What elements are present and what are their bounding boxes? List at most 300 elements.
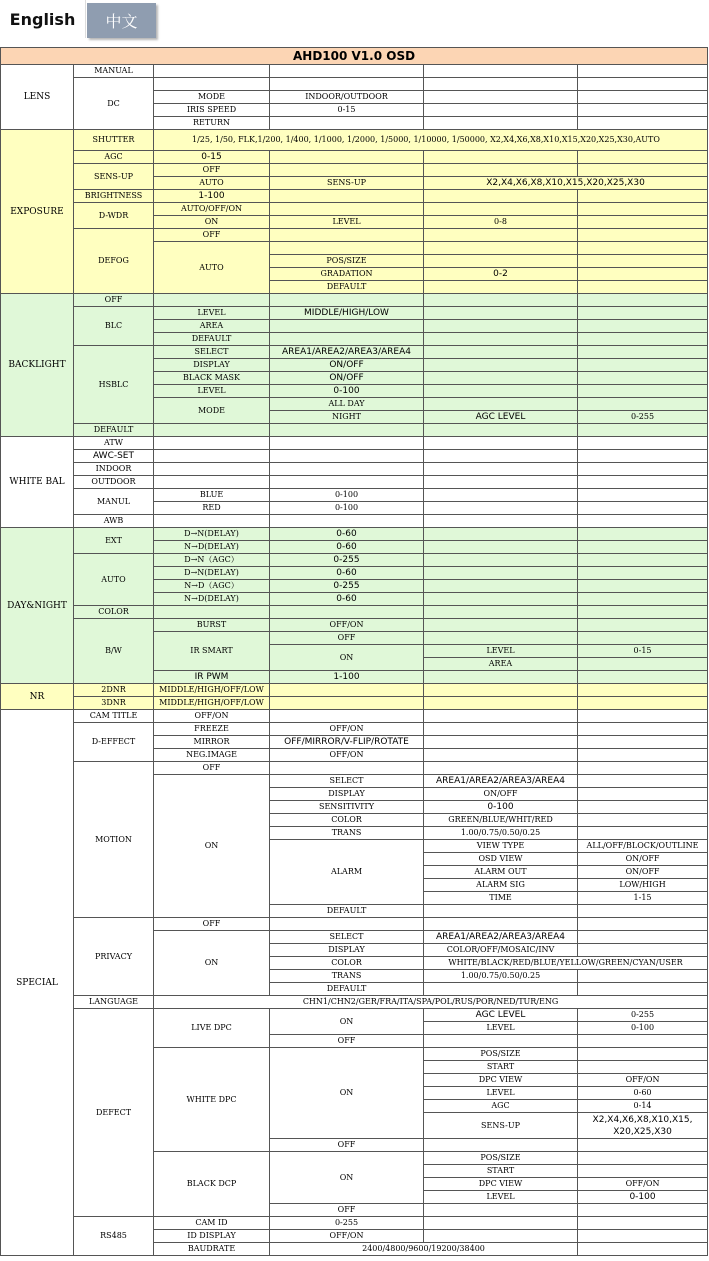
empty-cell: [154, 450, 270, 463]
menu-item: DEFECT: [74, 1009, 154, 1217]
empty-cell: [578, 1165, 708, 1178]
empty-cell: [270, 151, 424, 164]
empty-cell: [578, 203, 708, 216]
empty-cell: [270, 203, 424, 216]
value: LEVEL: [270, 216, 424, 229]
value: TIME: [424, 892, 578, 905]
empty-cell: [578, 372, 708, 385]
empty-cell: [578, 229, 708, 242]
empty-cell: [578, 91, 708, 104]
value: 0-14: [578, 1100, 708, 1113]
value: AUTO/OFF/ON: [154, 203, 270, 216]
menu-item: CAM TITLE: [74, 710, 154, 723]
empty-cell: [578, 65, 708, 78]
value: 0-2: [424, 268, 578, 281]
value: MIRROR: [154, 736, 270, 749]
empty-cell: [578, 437, 708, 450]
value: GRADATION: [270, 268, 424, 281]
value: LEVEL: [424, 1022, 578, 1035]
empty-cell: [270, 164, 424, 177]
value: SENS-UP: [270, 177, 424, 190]
value: 0-15: [270, 104, 424, 117]
empty-cell: [578, 294, 708, 307]
value: 0-255: [270, 1217, 424, 1230]
menu-item: OUTDOOR: [74, 476, 154, 489]
menu-item: 3DNR: [74, 697, 154, 710]
empty-cell: [578, 320, 708, 333]
value: AUTO: [154, 177, 270, 190]
empty-cell: [270, 606, 424, 619]
value: CHN1/CHN2/GER/FRA/ITA/SPA/POL/RUS/POR/NED/TUR/ENG: [154, 996, 708, 1009]
value: START: [424, 1061, 578, 1074]
category-exposure: EXPOSURE: [1, 130, 74, 294]
category-nr: NR: [1, 684, 74, 710]
value: OFF/ON: [270, 619, 424, 632]
menu-item: HSBLC: [74, 346, 154, 424]
menu-item: AUTO: [74, 554, 154, 606]
empty-cell: [424, 320, 578, 333]
value: ON: [154, 216, 270, 229]
value: OFF: [154, 762, 270, 775]
menu-item: D-WDR: [74, 203, 154, 229]
empty-cell: [578, 424, 708, 437]
empty-cell: [424, 104, 578, 117]
value: ON: [154, 931, 270, 996]
value: 0-60: [270, 593, 424, 606]
empty-cell: [424, 398, 578, 411]
empty-cell: [578, 78, 708, 91]
value: 0-60: [270, 541, 424, 554]
value: DISPLAY: [270, 788, 424, 801]
menu-item: MANUAL: [74, 65, 154, 78]
empty-cell: [424, 78, 578, 91]
value: NEG.IMAGE: [154, 749, 270, 762]
value: DEFAULT: [270, 281, 424, 294]
empty-cell: [424, 749, 578, 762]
value: 1-100: [270, 671, 424, 684]
value: ON/OFF: [424, 788, 578, 801]
value: BAUDRATE: [154, 1243, 270, 1256]
empty-cell: [578, 1048, 708, 1061]
empty-cell: [578, 1035, 708, 1048]
menu-item: BLC: [74, 307, 154, 346]
empty-cell: [270, 437, 424, 450]
value: ALARM: [270, 840, 424, 905]
empty-cell: [424, 528, 578, 541]
value: SELECT: [154, 346, 270, 359]
language-tabs: [0, 0, 709, 46]
value: WHITE DPC: [154, 1048, 270, 1152]
value: 0-100: [270, 502, 424, 515]
value: 1/25, 1/50, FLK,1/200, 1/400, 1/1000, 1/2000, 1/5000, 1/10000, 1/50000, X2,X4,X6,X8,X10,X15,X20,X25,X30,AUTO: [154, 130, 708, 151]
value: OFF/ON: [154, 710, 270, 723]
empty-cell: [424, 684, 578, 697]
value: CAM ID: [154, 1217, 270, 1230]
empty-cell: [578, 632, 708, 645]
value: 2400/4800/9600/19200/38400: [270, 1243, 578, 1256]
empty-cell: [270, 229, 424, 242]
value: AREA1/AREA2/AREA3/AREA4: [424, 931, 578, 944]
value: INDOOR/OUTDOOR: [270, 91, 424, 104]
value: D→N(DELAY): [154, 567, 270, 580]
empty-cell: [578, 1139, 708, 1152]
empty-cell: [424, 294, 578, 307]
empty-cell: [578, 944, 708, 957]
menu-item: DEFAULT: [74, 424, 154, 437]
value: AGC LEVEL: [424, 411, 578, 424]
category-white-bal: WHITE BAL: [1, 437, 74, 528]
empty-cell: [578, 268, 708, 281]
empty-cell: [578, 190, 708, 203]
value: NIGHT: [270, 411, 424, 424]
menu-item: OFF: [74, 294, 154, 307]
category-day-night: DAY&NIGHT: [1, 528, 74, 684]
empty-cell: [578, 723, 708, 736]
empty-cell: [424, 710, 578, 723]
category-special: SPECIAL: [1, 710, 74, 1256]
value: 0-255: [270, 580, 424, 593]
value: MIDDLE/HIGH/OFF/LOW: [154, 684, 270, 697]
value: OFF: [270, 1139, 424, 1152]
value: TRANS: [270, 970, 424, 983]
value: LEVEL: [424, 1087, 578, 1100]
empty-cell: [270, 710, 424, 723]
value: DPC VIEW: [424, 1074, 578, 1087]
value: DISPLAY: [154, 359, 270, 372]
empty-cell: [424, 983, 578, 996]
empty-cell: [578, 918, 708, 931]
value: OFF/MIRROR/V-FLIP/ROTATE: [270, 736, 424, 749]
empty-cell: [270, 918, 424, 931]
value: OSD VIEW: [424, 853, 578, 866]
empty-cell: [424, 905, 578, 918]
empty-cell: [578, 164, 708, 177]
empty-cell: [270, 424, 424, 437]
empty-cell: [578, 554, 708, 567]
empty-cell: [578, 619, 708, 632]
value: ON/OFF: [270, 359, 424, 372]
menu-item: B/W: [74, 619, 154, 684]
value: ON/OFF: [270, 372, 424, 385]
empty-cell: [424, 333, 578, 346]
menu-item: RETURN: [154, 117, 270, 130]
empty-cell: [270, 190, 424, 203]
value: OFF: [154, 229, 270, 242]
menu-item: AWB: [74, 515, 154, 528]
value: DPC VIEW: [424, 1178, 578, 1191]
value: 1-15: [578, 892, 708, 905]
value: ALARM SIG: [424, 879, 578, 892]
value: RED: [154, 502, 270, 515]
empty-cell: [424, 580, 578, 593]
value: 0-100: [578, 1022, 708, 1035]
value: GREEN/BLUE/WHIT/RED: [424, 814, 578, 827]
value: AREA1/AREA2/AREA3/AREA4: [270, 346, 424, 359]
empty-cell: [154, 476, 270, 489]
value: LEVEL: [154, 307, 270, 320]
value: POS/SIZE: [270, 255, 424, 268]
value: COLOR: [270, 957, 424, 970]
value: SELECT: [270, 775, 424, 788]
menu-item: COLOR: [74, 606, 154, 619]
empty-cell: [578, 281, 708, 294]
empty-cell: [270, 463, 424, 476]
empty-cell: [270, 450, 424, 463]
value: DISPLAY: [270, 944, 424, 957]
tab-chinese[interactable]: 中文: [87, 3, 156, 38]
empty-cell: [424, 762, 578, 775]
empty-cell: [578, 307, 708, 320]
value: WHITE/BLACK/RED/BLUE/YELLOW/GREEN/CYAN/USER: [424, 957, 708, 970]
empty-cell: [578, 385, 708, 398]
empty-cell: [424, 229, 578, 242]
empty-cell: [424, 450, 578, 463]
value: N→D（AGC）: [154, 580, 270, 593]
empty-cell: [270, 78, 424, 91]
value: LEVEL: [154, 385, 270, 398]
empty-cell: [424, 203, 578, 216]
empty-cell: [154, 606, 270, 619]
value: OFF: [270, 1204, 424, 1217]
value: ON: [270, 1009, 424, 1035]
empty-cell: [424, 1217, 578, 1230]
empty-cell: [424, 632, 578, 645]
empty-cell: [578, 983, 708, 996]
empty-cell: [578, 489, 708, 502]
empty-cell: [424, 65, 578, 78]
empty-cell: [270, 476, 424, 489]
category-lens: LENS: [1, 65, 74, 130]
value: TRANS: [270, 827, 424, 840]
empty-cell: [424, 255, 578, 268]
empty-cell: [154, 437, 270, 450]
empty-cell: [578, 515, 708, 528]
value: FREEZE: [154, 723, 270, 736]
empty-cell: [424, 554, 578, 567]
empty-cell: [424, 190, 578, 203]
menu-item: MODE: [154, 91, 270, 104]
value: COLOR: [270, 814, 424, 827]
value: DEFAULT: [154, 333, 270, 346]
empty-cell: [424, 307, 578, 320]
empty-cell: [270, 684, 424, 697]
empty-cell: [424, 242, 578, 255]
value: 0-100: [270, 489, 424, 502]
empty-cell: [578, 528, 708, 541]
value: START: [424, 1165, 578, 1178]
empty-cell: [578, 117, 708, 130]
empty-cell: [424, 437, 578, 450]
value: AGC LEVEL: [424, 1009, 578, 1022]
empty-cell: [424, 372, 578, 385]
empty-cell: [424, 918, 578, 931]
empty-cell: [578, 1243, 708, 1256]
empty-cell: [578, 476, 708, 489]
value: 1.00/0.75/0.50/0.25: [424, 827, 578, 840]
value: POS/SIZE: [424, 1048, 578, 1061]
empty-cell: [578, 684, 708, 697]
empty-cell: [154, 78, 270, 91]
menu-item: LANGUAGE: [74, 996, 154, 1009]
value: OFF/ON: [578, 1178, 708, 1191]
value: ON: [270, 1048, 424, 1139]
empty-cell: [578, 333, 708, 346]
value: D→N（AGC）: [154, 554, 270, 567]
empty-cell: [578, 151, 708, 164]
empty-cell: [578, 775, 708, 788]
value: ALL DAY: [270, 398, 424, 411]
empty-cell: [424, 1230, 578, 1243]
empty-cell: [578, 671, 708, 684]
value: 0-255: [578, 411, 708, 424]
empty-cell: [424, 281, 578, 294]
menu-item: EXT: [74, 528, 154, 554]
empty-cell: [578, 104, 708, 117]
empty-cell: [424, 359, 578, 372]
empty-cell: [424, 164, 578, 177]
menu-item: ATW: [74, 437, 154, 450]
value: 0-60: [578, 1087, 708, 1100]
empty-cell: [578, 216, 708, 229]
value: SENSITIVITY: [270, 801, 424, 814]
empty-cell: [154, 463, 270, 476]
value: 0-100: [424, 801, 578, 814]
menu-item: SHUTTER: [74, 130, 154, 151]
empty-cell: [424, 697, 578, 710]
value: SENS-UP: [424, 1113, 578, 1139]
empty-cell: [578, 398, 708, 411]
empty-cell: [424, 476, 578, 489]
empty-cell: [424, 541, 578, 554]
empty-cell: [578, 346, 708, 359]
value: DEFAULT: [270, 905, 424, 918]
empty-cell: [578, 255, 708, 268]
value: 0-60: [270, 528, 424, 541]
empty-cell: [578, 814, 708, 827]
empty-cell: [424, 515, 578, 528]
value: ALARM OUT: [424, 866, 578, 879]
value: SELECT: [270, 931, 424, 944]
value: X2,X4,X6,X8,X10,X15, X20,X25,X30: [578, 1113, 708, 1139]
empty-cell: [270, 762, 424, 775]
value: AREA: [154, 320, 270, 333]
empty-cell: [270, 65, 424, 78]
value: LIVE DPC: [154, 1009, 270, 1048]
empty-cell: [578, 788, 708, 801]
empty-cell: [424, 151, 578, 164]
value: 0-100: [270, 385, 424, 398]
empty-cell: [578, 502, 708, 515]
value: 0-15: [154, 151, 270, 164]
empty-cell: [270, 515, 424, 528]
empty-cell: [424, 1035, 578, 1048]
empty-cell: [154, 515, 270, 528]
empty-cell: [578, 1230, 708, 1243]
empty-cell: [578, 541, 708, 554]
value: ON/OFF: [578, 866, 708, 879]
value: AREA: [424, 658, 578, 671]
value: 0-60: [270, 567, 424, 580]
value: MIDDLE/HIGH/OFF/LOW: [154, 697, 270, 710]
empty-cell: [424, 593, 578, 606]
empty-cell: [578, 749, 708, 762]
empty-cell: [424, 489, 578, 502]
empty-cell: [578, 710, 708, 723]
empty-cell: [424, 567, 578, 580]
empty-cell: [424, 385, 578, 398]
value: BLUE: [154, 489, 270, 502]
value: ON: [154, 775, 270, 918]
value: MIDDLE/HIGH/LOW: [270, 307, 424, 320]
empty-cell: [578, 593, 708, 606]
menu-item: BRIGHTNESS: [74, 190, 154, 203]
empty-cell: [578, 1061, 708, 1074]
value: 0-100: [578, 1191, 708, 1204]
value: ALL/OFF/BLOCK/OUTLINE: [578, 840, 708, 853]
empty-cell: [578, 762, 708, 775]
empty-cell: [424, 424, 578, 437]
value: 1.00/0.75/0.50/0.25: [424, 970, 578, 983]
value: X2,X4,X6,X8,X10,X15,X20,X25,X30: [424, 177, 708, 190]
value: MODE: [154, 398, 270, 424]
empty-cell: [578, 931, 708, 944]
menu-item: DC: [74, 78, 154, 130]
value: BLACK DCP: [154, 1152, 270, 1217]
empty-cell: [578, 658, 708, 671]
empty-cell: [270, 294, 424, 307]
value: AREA1/AREA2/AREA3/AREA4: [424, 775, 578, 788]
value: 1-100: [154, 190, 270, 203]
menu-item: MANUL: [74, 489, 154, 515]
value: DEFAULT: [270, 983, 424, 996]
empty-cell: [270, 242, 424, 255]
empty-cell: [424, 502, 578, 515]
empty-cell: [154, 294, 270, 307]
osd-menu-table: [0, 47, 707, 1256]
value: ON: [270, 1152, 424, 1204]
value: OFF: [154, 164, 270, 177]
category-backlight: BACKLIGHT: [1, 294, 74, 437]
value: OFF: [270, 632, 424, 645]
empty-cell: [424, 91, 578, 104]
value: N→D(DELAY): [154, 593, 270, 606]
menu-item: INDOOR: [74, 463, 154, 476]
value: OFF/ON: [270, 1230, 424, 1243]
value: 0-8: [424, 216, 578, 229]
value: 0-255: [270, 554, 424, 567]
empty-cell: [578, 905, 708, 918]
value: BLACK MASK: [154, 372, 270, 385]
tab-english[interactable]: English: [0, 0, 86, 38]
value: LEVEL: [424, 645, 578, 658]
empty-cell: [154, 424, 270, 437]
menu-item: 2DNR: [74, 684, 154, 697]
empty-cell: [424, 117, 578, 130]
empty-cell: [578, 827, 708, 840]
empty-cell: [578, 1217, 708, 1230]
value: OFF: [154, 918, 270, 931]
value: POS/SIZE: [424, 1152, 578, 1165]
value: OFF/ON: [270, 723, 424, 736]
value: IR SMART: [154, 632, 270, 671]
empty-cell: [424, 346, 578, 359]
value: 0-255: [578, 1009, 708, 1022]
value: LOW/HIGH: [578, 879, 708, 892]
empty-cell: [424, 723, 578, 736]
empty-cell: [578, 567, 708, 580]
empty-cell: [578, 359, 708, 372]
empty-cell: [578, 606, 708, 619]
